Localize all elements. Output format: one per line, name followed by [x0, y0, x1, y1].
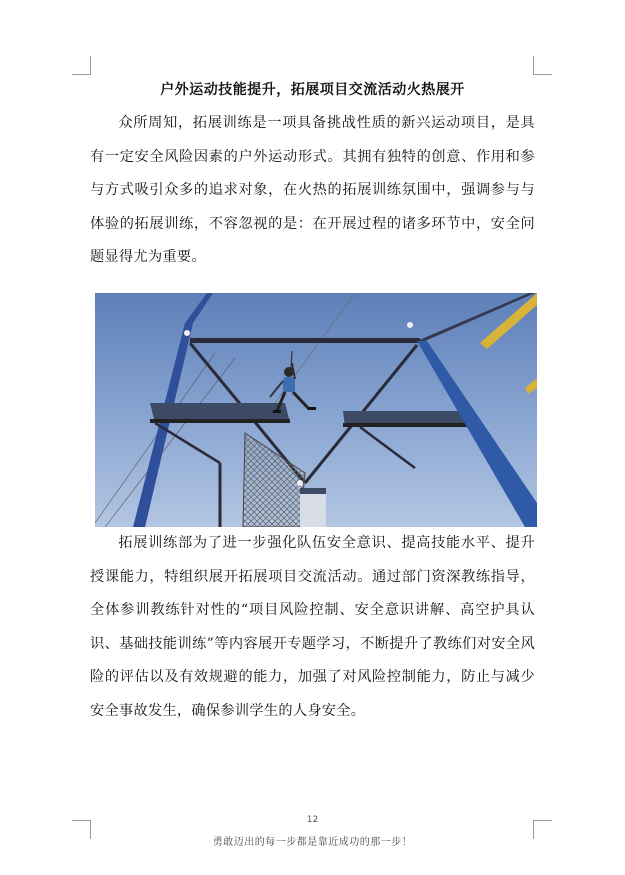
footer-slogan: 勇敢迈出的每一步都是靠近成功的那一步！ — [212, 837, 413, 848]
ropes-course-photo — [95, 293, 537, 527]
activity-paragraph: 拓展训练部为了进一步强化队伍安全意识、提高技能水平、提升授课能力，特组织展开拓展项目交流活动。通过部门资深教练指导，全体参训教练针对性的“项目风险控制、安全意识讲解、高空护具认识、基础技能训练”等内容展开专题学习，不断提升了教练们对安全风险的评估以及有效规避的能力，加强了对风险控制能力，防止与减少安全事故发生，确保参训学生的人身安全。 — [90, 535, 535, 719]
intro-paragraph: 众所周知，拓展训练是一项具备挑战性质的新兴运动项目，是具有一定安全风险因素的户外运动形式。其拥有独特的创意、作用和参与方式吸引众多的追求对象，在火热的拓展训练氛围中，强调参与与体验的拓展训练，不容忽视的是：在开展过程的诸多环节中，安全问题显得尤为重要。 — [90, 115, 535, 265]
crop-mark-top-right — [533, 56, 552, 75]
document-title: 户外运动技能提升，拓展项目交流活动火热展开 — [160, 82, 465, 98]
crop-mark-top-left — [72, 56, 91, 75]
page-number: 12 — [306, 815, 319, 825]
